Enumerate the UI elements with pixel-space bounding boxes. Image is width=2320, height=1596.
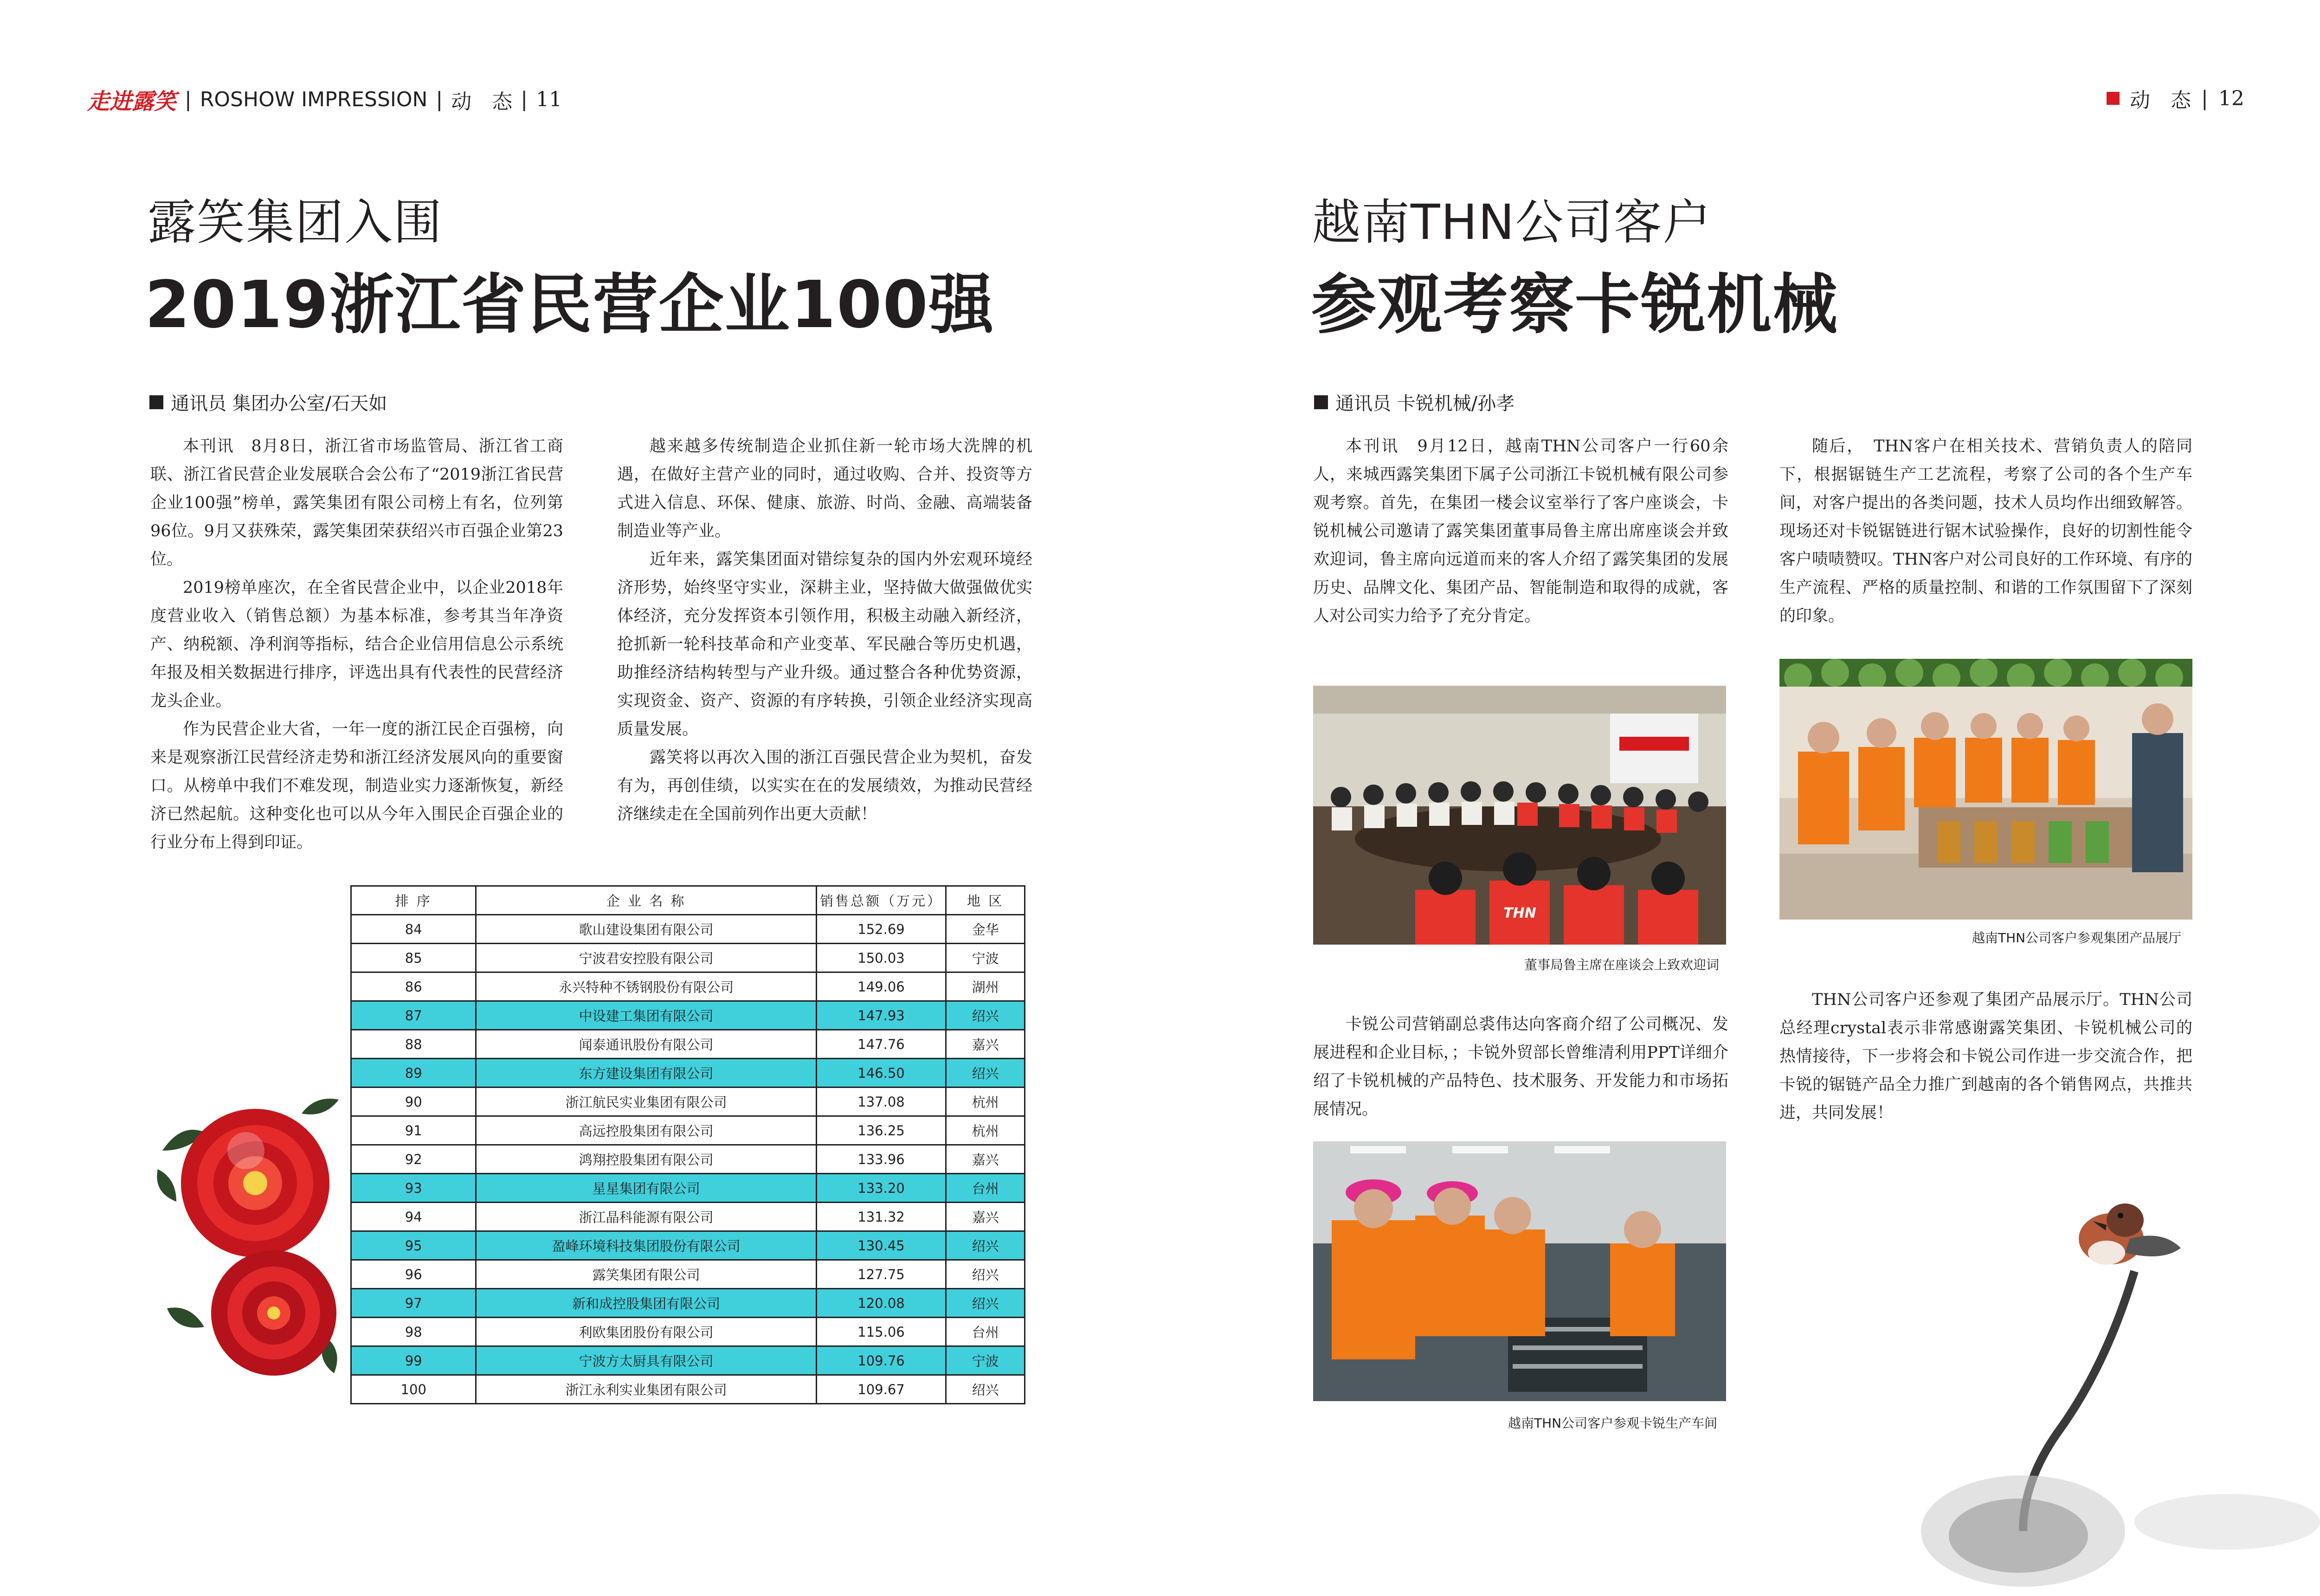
- header-divider: |: [185, 88, 192, 111]
- byline-square-icon: [149, 395, 163, 409]
- peony-flower-decoration: [148, 1095, 408, 1392]
- header-divider: |: [436, 88, 443, 111]
- meeting-room-photo: [1313, 686, 1726, 945]
- company-cell: 东方建设集团有限公司: [476, 1059, 816, 1088]
- table-row: [351, 1116, 1025, 1145]
- region-cell: 嘉兴: [946, 1203, 1025, 1231]
- table-row: [351, 1030, 1025, 1059]
- header-divider: |: [521, 88, 528, 111]
- company-cell: 闻泰通讯股份有限公司: [476, 1030, 816, 1059]
- table-row: [351, 1059, 1025, 1088]
- company-cell: 歌山建设集团有限公司: [476, 915, 816, 944]
- article2-column-1-intro: [1313, 432, 1728, 631]
- paragraph: 近年来，露笑集团面对错综复杂的国内外宏观环境经济形势，始终坚守实业，深耕主业，坚持做大做强做优实体经济，充分发挥资本引领作用，积极主动融入新经济，抢抓新一轮科技革命和产业变革、军民融合等历史机遇，助推经济结构转型与产业升级。通过整合各种优势资源，实现资金、资产、资源的有序转换，引领企业经济实现高质量发展。: [617, 550, 1032, 739]
- region-cell: 绍兴: [946, 1260, 1025, 1289]
- sales-cell: 150.03: [816, 944, 946, 972]
- paragraph: 2019榜单座次，在全省民营企业中，以企业2018年度营业收入（销售总额）为基本标准，参考其当年净资产、纳税额、净利润等指标，结合企业信用信息公示系统年报及相关数据进行排序，评选出具有代表性的民营经济龙头企业。: [150, 579, 563, 710]
- paragraph: 作为民营企业大省，一年一度的浙江民企百强榜，向来是观察浙江民营经济走势和浙江经济发展风向的重要窗口。从榜单中我们不难发现，制造业实力逐渐恢复，新经济已然起航。这种变化也可以从今年入围民企百强企业的行业分布上得到印证。: [150, 720, 563, 852]
- company-cell: 宁波君安控股有限公司: [476, 944, 816, 972]
- article1-column-1: [150, 432, 563, 857]
- rank-cell: 91: [351, 1116, 476, 1145]
- paragraph: 露笑将以再次入围的浙江百强民营企业为契机，奋发有为，再创佳绩，以实实在在的发展绩效，为推动民营经济继续走在全国前列作出更大贡献！: [617, 748, 1032, 824]
- company-cell: 新和成控股集团有限公司: [476, 1289, 816, 1318]
- company-cell: 露笑集团有限公司: [476, 1260, 816, 1289]
- rank-cell: 85: [351, 944, 476, 972]
- rank-cell: 88: [351, 1030, 476, 1059]
- table-header-row: [351, 886, 1025, 915]
- table-row: [351, 1346, 1025, 1375]
- table-row: [351, 1260, 1025, 1289]
- column-header: 企 业 名 称: [476, 886, 816, 915]
- company-cell: 鸿翔控股集团有限公司: [476, 1145, 816, 1174]
- company-cell: 利欧集团股份有限公司: [476, 1318, 816, 1346]
- region-cell: 绍兴: [946, 1289, 1025, 1318]
- sales-cell: 136.25: [816, 1116, 946, 1145]
- photo-caption: 越南THN公司客户参观集团产品展厅: [1972, 930, 2182, 946]
- rank-cell: 95: [351, 1231, 476, 1260]
- region-cell: 嘉兴: [946, 1030, 1025, 1059]
- paragraph: 本刊讯 9月12日，越南THN公司客户一行60余人，来城西露笑集团下属子公司浙江卡锐机械有限公司参观考察。首先，在集团一楼会议室举行了客户座谈会，卡锐机械公司邀请了露笑集团董事局鲁主席出席座谈会并致欢迎词，鲁主席向远道而来的客人介绍了露笑集团的发展历史、品牌文化、集团产品、智能制造和取得的成就，客人对公司实力给予了充分肯定。: [1313, 437, 1728, 625]
- header-column: 动 态: [2130, 89, 2191, 112]
- sales-cell: 130.45: [816, 1231, 946, 1260]
- header-divider: |: [2201, 86, 2208, 110]
- region-cell: 绍兴: [946, 1231, 1025, 1260]
- rank-cell: 89: [351, 1059, 476, 1088]
- sales-cell: 120.08: [816, 1289, 946, 1318]
- company-cell: 中设建工集团有限公司: [476, 1001, 816, 1030]
- region-cell: 杭州: [946, 1088, 1025, 1116]
- ranking-table: [350, 885, 1025, 1404]
- company-cell: 浙江永利实业集团有限公司: [476, 1375, 816, 1404]
- table-row: [351, 1375, 1025, 1404]
- paragraph: 越来越多传统制造企业抓住新一轮市场大洗牌的机遇，在做好主营产业的同时，通过收购、合并、投资等方式进入信息、环保、健康、旅游、时尚、金融、高端装备制造业等产业。: [617, 437, 1032, 541]
- article2-column-2-end: [1779, 986, 2192, 1127]
- paragraph: 随后， THN客户在相关技术、营销负责人的陪同下，根据锯链生产工艺流程，考察了公司的各个生产车间，对客户提出的各类问题，技术人员均作出细致解答。现场还对卡锐锯链进行锯木试验操作，良好的切割性能令客户啧啧赞叹。THN客户对公司良好的工作环境、有序的生产流程、严格的质量控制、和谐的工作氛围留下了深刻的印象。: [1779, 437, 2192, 625]
- region-cell: 湖州: [946, 972, 1025, 1001]
- table-row: [351, 944, 1025, 972]
- rank-cell: 97: [351, 1289, 476, 1318]
- sales-cell: 137.08: [816, 1088, 946, 1116]
- rank-cell: 87: [351, 1001, 476, 1030]
- sales-cell: 109.76: [816, 1346, 946, 1375]
- header-section: ROSHOW IMPRESSION: [200, 88, 428, 111]
- sales-cell: 147.93: [816, 1001, 946, 1030]
- article2-kicker: 越南THN公司客户: [1312, 194, 1712, 251]
- company-cell: 浙江晶科能源有限公司: [476, 1203, 816, 1231]
- sales-cell: 109.67: [816, 1375, 946, 1404]
- page-header-left: [87, 84, 562, 116]
- byline-text: 通讯员 卡锐机械/孙孝: [1335, 393, 1515, 414]
- region-cell: 台州: [946, 1318, 1025, 1346]
- sales-cell: 127.75: [816, 1260, 946, 1289]
- byline-square-icon: [1314, 395, 1328, 409]
- sales-cell: 131.32: [816, 1203, 946, 1231]
- sales-cell: 146.50: [816, 1059, 946, 1088]
- column-header: 销售总额（万元）: [816, 886, 946, 915]
- company-cell: 星星集团有限公司: [476, 1174, 816, 1203]
- exhibition-hall-photo: [1779, 659, 2192, 920]
- rank-cell: 92: [351, 1145, 476, 1174]
- table-row: [351, 1145, 1025, 1174]
- company-cell: 浙江航民实业集团有限公司: [476, 1088, 816, 1116]
- article1-headline: 2019浙江省民营企业100强: [145, 267, 995, 343]
- region-cell: 嘉兴: [946, 1145, 1025, 1174]
- sales-cell: 152.69: [816, 915, 946, 944]
- paragraph: THN公司客户还参观了集团产品展示厅。THN公司总经理crystal表示非常感谢露笑集团、卡锐机械公司的热情接待，下一步将会和卡锐公司作进一步交流合作，把卡锐的锯链产品全力推广到越南的各个销售网点，共推共进，共同发展！: [1779, 991, 2192, 1122]
- sales-cell: 133.20: [816, 1174, 946, 1203]
- sales-cell: 133.96: [816, 1145, 946, 1174]
- company-cell: 宁波方太厨具有限公司: [476, 1346, 816, 1375]
- byline-text: 通讯员 集团办公室/石天如: [171, 393, 387, 414]
- company-cell: 盈峰环境科技集团股份有限公司: [476, 1231, 816, 1260]
- red-square-icon: [2107, 92, 2120, 105]
- table-row: [351, 1231, 1025, 1260]
- region-cell: 金华: [946, 915, 1025, 944]
- rank-cell: 98: [351, 1318, 476, 1346]
- header-column: 动 态: [451, 90, 513, 114]
- region-cell: 绍兴: [946, 1059, 1025, 1088]
- article2-byline: [1314, 389, 1514, 415]
- sales-cell: 115.06: [816, 1318, 946, 1346]
- page-number-left: 11: [536, 88, 562, 111]
- photo-caption: 越南THN公司客户参观卡锐生产车间: [1508, 1416, 1718, 1431]
- sales-cell: 147.76: [816, 1030, 946, 1059]
- region-cell: 台州: [946, 1174, 1025, 1203]
- thn-shirt-logo: THN: [1503, 905, 1536, 921]
- table-row: [351, 915, 1025, 944]
- page-number-right: 12: [2218, 86, 2244, 110]
- region-cell: 宁波: [946, 1346, 1025, 1375]
- rank-cell: 99: [351, 1346, 476, 1375]
- table-row: [351, 1203, 1025, 1231]
- company-cell: 永兴特种不锈钢股份有限公司: [476, 972, 816, 1001]
- column-header: 地 区: [946, 886, 1025, 915]
- table-row: [351, 1289, 1025, 1318]
- column-header: 排 序: [351, 886, 476, 915]
- region-cell: 宁波: [946, 944, 1025, 972]
- table-row: [351, 1088, 1025, 1116]
- article1-byline: [149, 389, 387, 415]
- article2-column-2-intro: [1779, 432, 2192, 631]
- paragraph: 卡锐公司营销副总裘伟达向客商介绍了公司概况、发展进程和企业目标，；卡锐外贸部长曾维清利用PPT详细介绍了卡锐机械的产品特色、技术服务、开发能力和市场拓展情况。: [1313, 1015, 1728, 1119]
- rank-cell: 86: [351, 972, 476, 1001]
- table-row: [351, 1001, 1025, 1030]
- page-header-right: [2107, 84, 2244, 113]
- article1-kicker: 露笑集团入围: [148, 194, 443, 251]
- article2-headline: 参观考察卡锐机械: [1311, 267, 1839, 343]
- roshow-logo: 走进露笑: [87, 89, 177, 115]
- article2-column-1-mid: [1313, 1010, 1728, 1124]
- rank-cell: 93: [351, 1174, 476, 1203]
- company-cell: 高远控股集团有限公司: [476, 1116, 816, 1145]
- table-row: [351, 1318, 1025, 1346]
- rank-cell: 94: [351, 1203, 476, 1231]
- rank-cell: 90: [351, 1088, 476, 1116]
- region-cell: 绍兴: [946, 1375, 1025, 1404]
- rank-cell: 96: [351, 1260, 476, 1289]
- sales-cell: 149.06: [816, 972, 946, 1001]
- paragraph: 本刊讯 8月8日，浙江省市场监管局、浙江省工商联、浙江省民营企业发展联合会公布了“2019浙江省民营企业100强”榜单，露笑集团有限公司榜上有名，位列第96位。9月又获殊荣，露笑集团荣获绍兴市百强企业第23位。: [150, 437, 563, 569]
- workshop-photo: [1313, 1141, 1726, 1401]
- photo-caption: 董事局鲁主席在座谈会上致欢迎词: [1524, 957, 1720, 972]
- table-row: [351, 972, 1025, 1001]
- region-cell: 绍兴: [946, 1001, 1025, 1030]
- rank-cell: 84: [351, 915, 476, 944]
- rank-cell: 100: [351, 1375, 476, 1404]
- sparrow-ink-painting-decoration: [1902, 1169, 2320, 1596]
- region-cell: 杭州: [946, 1116, 1025, 1145]
- table-row: [351, 1174, 1025, 1203]
- article1-column-2: [617, 432, 1032, 829]
